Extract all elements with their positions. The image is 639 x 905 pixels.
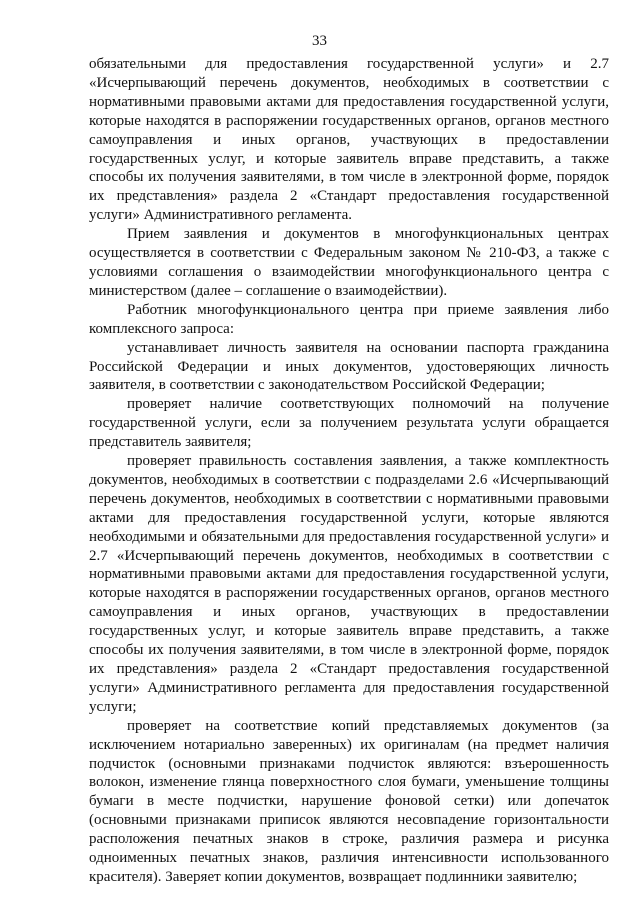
document-body (89, 55, 609, 887)
paragraph-mfc-worker: Работник многофункционального центра при приеме заявления либо комплексного запроса: (89, 301, 609, 337)
paragraph-identity-check: устанавливает личность заявителя на основании паспорта гражданина Российской Федерации и иных документов, удостоверяющих личность заявителя, в соответствии с законодательством Российской Федерации; (89, 339, 609, 394)
paragraph-continuation: обязательными для предоставления государственной услуги» и 2.7 «Исчерпывающий перечень документов, необходимых в соответствии с нормативными правовыми актами для предоставления государственной услуги, которые находятся в распоряжении государственных органов, органов местного самоуправления и иных органов, участвующих в предоставлении государственных услуг, и которые заявитель вправе представить, а также способы их получения заявителями, в том числе в электронной форме, порядок их представления» раздела 2 «Стандарт предоставления государственной услуги» Административного регламента. (89, 56, 609, 224)
paragraph-authority-check: проверяет наличие соответствующих полномочий на получение государственной услуги, если за получением результата услуги обращается представитель заявителя; (89, 396, 609, 451)
paragraph-mfc-reception: Прием заявления и документов в многофункциональных центрах осуществляется в соответствии с Федеральным законом № 210-ФЗ, а также с условиями соглашения о взаимодействии многофункционального центра с министерством (далее – соглашение о взаимодействии). (89, 226, 609, 299)
paragraph-copies-check: проверяет на соответствие копий представляемых документов (за исключением нотариально заверенных) их оригиналам (на предмет наличия подчисток (основными признаками подчисток являются: взъерошенность волокон, изменение глянца поверхностного слоя бумаги, уменьшение толщины бумаги в месте подчистки, нарушение фоновой сетки) или допечаток (основными признаками приписок являются несовпадение горизонтальности расположения печатных знаков в строке, различия размера и рисунка одноименных печатных знаков, различия интенсивности использованного красителя). Заверяет копии документов, возвращает подлинники заявителю; (89, 717, 609, 885)
page-number: 33 (312, 33, 327, 49)
paragraph-application-check: проверяет правильность составления заявления, а также комплектность документов, необходимых в соответствии с подразделами 2.6 «Исчерпывающий перечень документов, необходимых в соответствии с нормативными правовыми актами для предоставления государственной услуги, которые являются необходимыми и обязательными для предоставления государственной услуги» и 2.7 «Исчерпывающий перечень документов, необходимых в соответствии с нормативными правовыми актами для предоставления государственной услуги, которые находятся в распоряжении государственных органов, органов местного самоуправления и иных органов, участвующих в предоставлении государственных услуг, и которые заявитель вправе представить, а также способы их получения заявителями, в том числе в электронной форме, порядок их представления» раздела 2 «Стандарт предоставления государственной услуги» Административного регламента для предоставления государственной услуги; (89, 453, 609, 715)
